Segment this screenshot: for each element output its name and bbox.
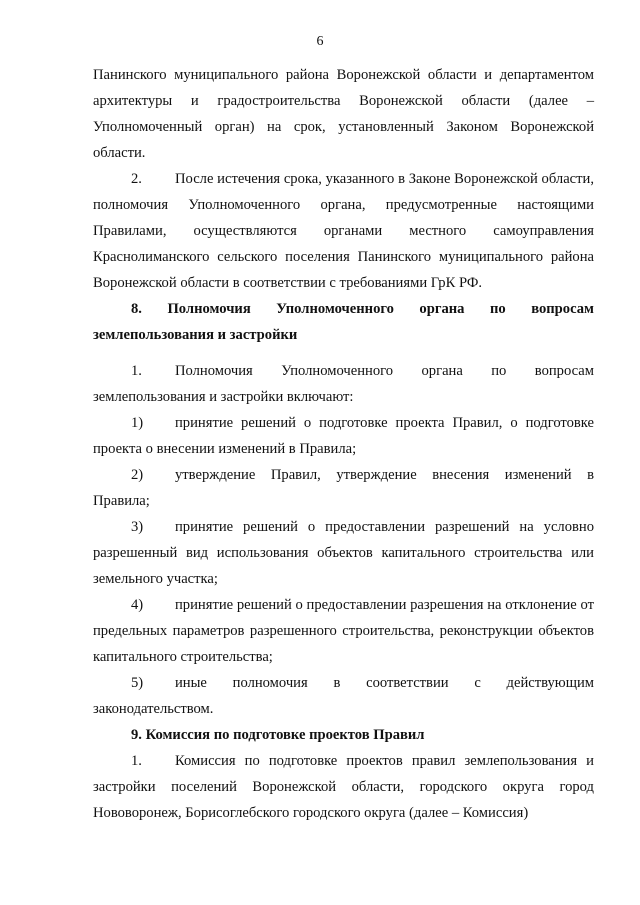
- section-9-heading: 9. Комиссия по подготовке проектов Правил: [131, 727, 425, 743]
- paragraph-item-2: [93, 166, 594, 296]
- subitem-3: [93, 514, 594, 592]
- subitem-number: 4): [131, 597, 144, 613]
- item-number: 1.: [131, 363, 142, 379]
- subitem-number: 3): [131, 519, 144, 535]
- section-9-item-1: [93, 748, 594, 826]
- section-8-item-1: [93, 358, 594, 410]
- subitem-number: 2): [131, 467, 144, 483]
- subitem-text: утверждение Правил, утверждение внесения изменений в Правила;: [93, 467, 594, 509]
- subitem-text: принятие решений о предоставлении разрешения на отклонение от предельных параметров разрешенного строительства, реконструкции объектов капитального строительства;: [93, 597, 594, 665]
- item-text: Комиссия по подготовке проектов правил землепользования и застройки поселений Воронежской области, городского округа город Нововоронеж, Борисоглебского городского округа (далее – Комиссия): [93, 753, 594, 821]
- subitem-1: [93, 410, 594, 462]
- subitem-text: принятие решений о подготовке проекта Правил, о подготовке проекта о внесении изменений в Правила;: [93, 415, 594, 457]
- subitem-2: [93, 462, 594, 514]
- paragraph-continuation: Панинского муниципального района Воронежской области и департаментом архитектуры и градостроительства Воронежской области (далее – Уполномоченный орган) на срок, установленный Законом Воронежской области.: [93, 67, 594, 161]
- subitem-number: 5): [131, 675, 144, 691]
- subitem-number: 1): [131, 415, 144, 431]
- paragraph-number: 2.: [131, 171, 142, 187]
- subitem-text: иные полномочия в соответствии с действующим законодательством.: [93, 675, 594, 717]
- page-number: 6: [316, 34, 324, 49]
- paragraph-text: После истечения срока, указанного в Законе Воронежской области, полномочия Уполномоченного органа, предусмотренные настоящими Правилами, осуществляются органами местного самоуправления Краснолиманского сельского поселения Панинского муниципального района Воронежской области в соответствии с требованиями ГрК РФ.: [93, 171, 594, 291]
- subitem-text: принятие решений о предоставлении разрешений на условно разрешенный вид использования объектов капитального строительства или земельного участка;: [93, 519, 594, 587]
- document-body: [93, 62, 594, 826]
- item-number: 1.: [131, 753, 142, 769]
- item-text: Полномочия Уполномоченного органа по вопросам землепользования и застройки включают:: [93, 363, 594, 405]
- subitem-4: [93, 592, 594, 670]
- section-8-heading: 8. Полномочия Уполномоченного органа по вопросам землепользования и застройки: [93, 301, 594, 343]
- heading-spacer: [93, 348, 594, 358]
- subitem-5: [93, 670, 594, 722]
